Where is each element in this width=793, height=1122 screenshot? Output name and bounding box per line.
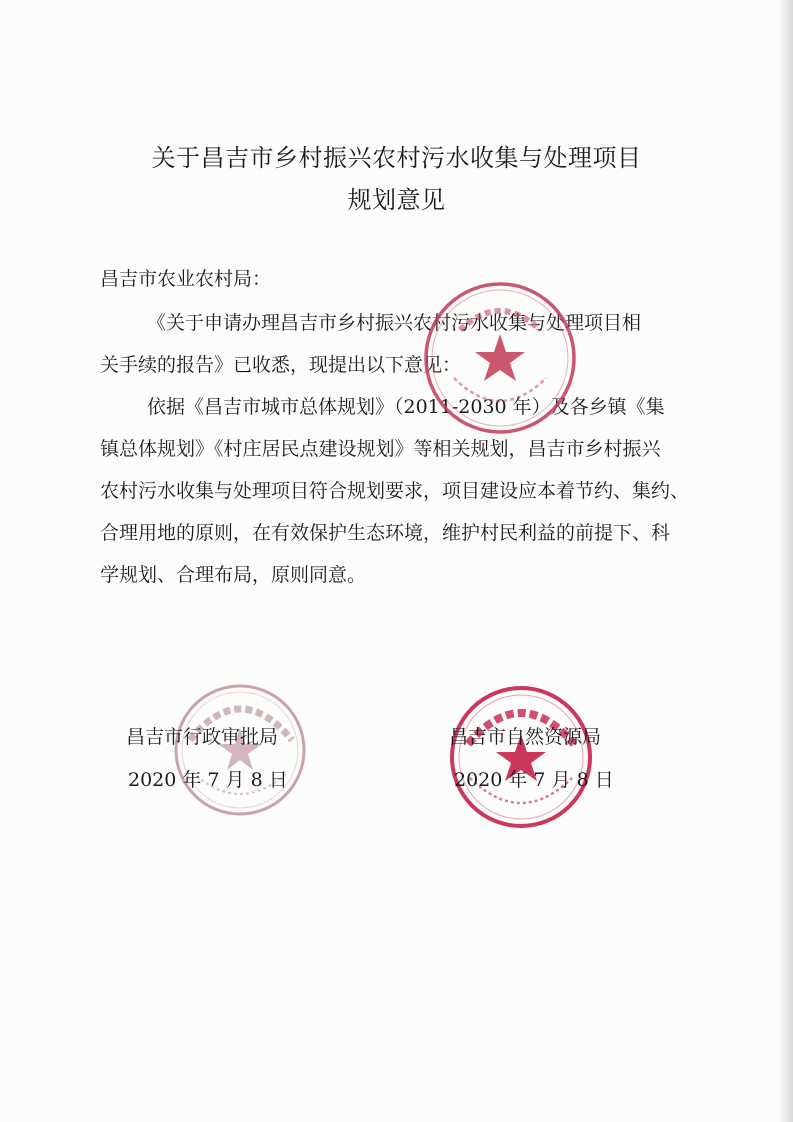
paragraph-2-line-4: 合理用地的原则，在有效保护生态环境，维护村民利益的前提下、科 xyxy=(100,522,671,544)
official-seal-upper xyxy=(420,278,580,438)
document-title-line-1: 关于昌吉市乡村振兴农村污水收集与处理项目 xyxy=(151,144,642,172)
document-title-line-2: 规划意见 xyxy=(347,186,446,214)
signatory-date-left: 2020 年 7 月 8 日 xyxy=(128,769,288,791)
signatory-org-left: 昌吉市行政审批局 xyxy=(126,726,279,748)
salutation: 昌吉市农业农村局： xyxy=(100,268,272,290)
seal-natural-resources-bureau xyxy=(446,682,596,832)
signatory-org-right: 昌吉市自然资源局 xyxy=(449,726,602,748)
paragraph-2-line-2: 镇总体规划》《村庄居民点建设规划》等相关规划，昌吉市乡村振兴 xyxy=(100,438,661,460)
paragraph-2-line-3: 农村污水收集与处理项目符合规划要求，项目建设应本着节约、集约、 xyxy=(100,480,690,502)
paragraph-1-line-1: 《关于申请办理昌吉市乡村振兴农村污水收集与处理项目相 xyxy=(147,312,642,334)
paragraph-1-line-2: 关手续的报告》已收悉，现提出以下意见： xyxy=(100,354,462,376)
signatory-date-right: 2020 年 7 月 8 日 xyxy=(454,769,614,791)
seal-administrative-approval-bureau xyxy=(170,680,310,820)
paragraph-2-line-1: 依据《昌吉市城市总体规划》（2011-2030 年）及各乡镇《集 xyxy=(147,396,665,418)
paragraph-2-line-5: 学规划、合理布局，原则同意。 xyxy=(100,564,367,586)
